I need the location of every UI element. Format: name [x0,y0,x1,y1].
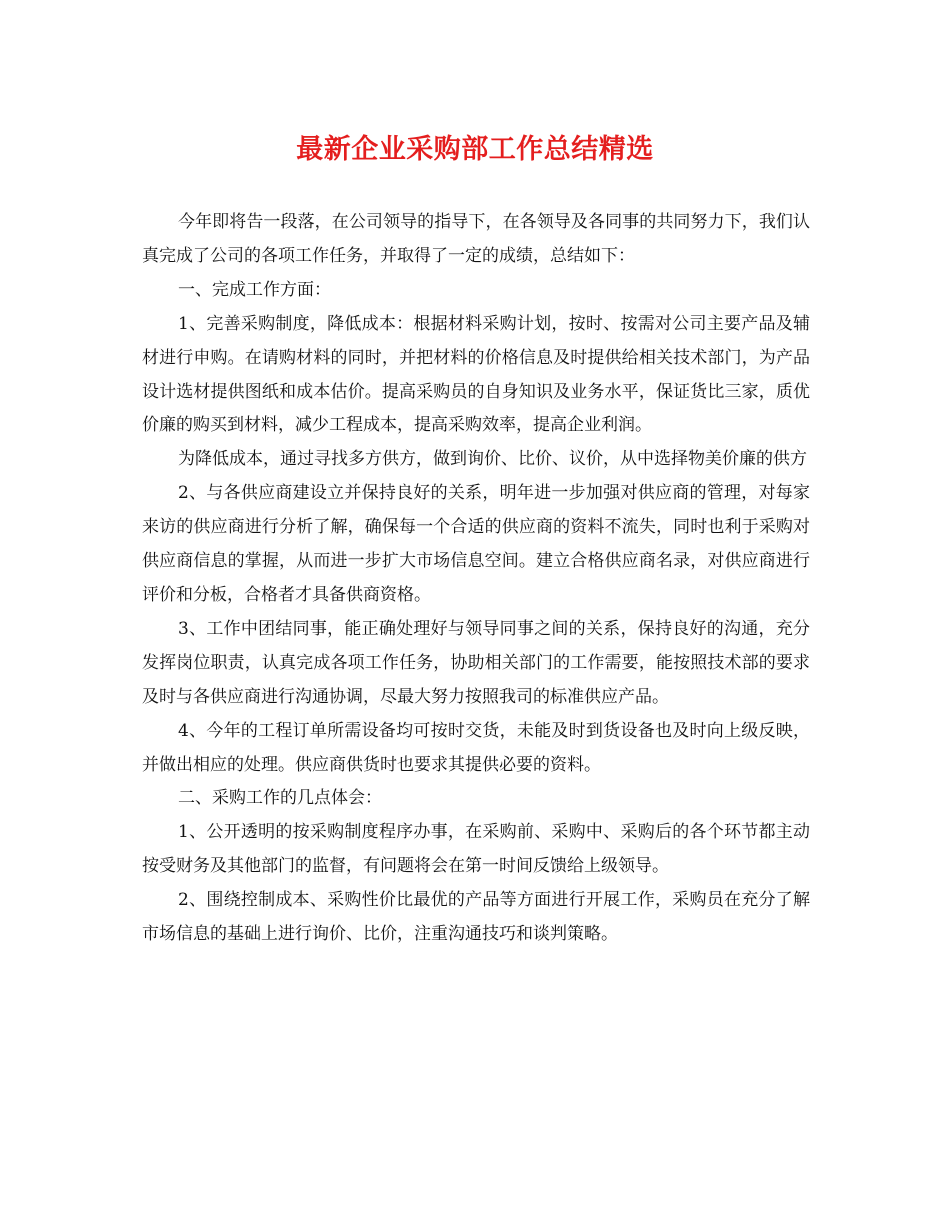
section-heading-work-completed: 一、完成工作方面： [178,279,331,300]
paragraph-item-2: 2、与各供应商建设立并保持良好的关系，明年进一步加强对供应商的管理，对每家来访的供应商进行分析了解，确保每一个合适的供应商的资料不流失，同时也利于采购对供应商信息的掌握，从而进一步扩大市场信息空间。建立合格供应商名录，对供应商进行评价和分板，合格者才具备供商资格。 [142,483,810,605]
section-heading-experience: 二、采购工作的几点体会： [178,788,382,809]
paragraph-item-1: 1、完善采购制度，降低成本：根据材料采购计划，按时、按需对公司主要产品及辅材进行申购。在请购材料的同时，并把材料的价格信息及时提供给相关技术部门，为产品设计选材提供图纸和成本估价。提高采购员的自身知识及业务水平，保证货比三家，质优价廉的购买到材料，减少工程成本，提高采购效率，提高企业利润。 [142,313,810,436]
paragraph-experience-1: 1、公开透明的按采购制度程序办事，在采购前、采购中、采购后的各个环节都主动按受财务及其他部门的监督，有问题将会在第一时间反馈给上级领导。 [142,822,810,877]
paragraph-experience-2: 2、围绕控制成本、采购性价比最优的产品等方面进行开展工作，采购员在充分了解市场信息的基础上进行询价、比价，注重沟通技巧和谈判策略。 [142,890,810,945]
document-title: 最新企业采购部工作总结精选 [296,134,654,165]
document-body [142,206,810,952]
paragraph-cost-reduction: 为降低成本，通过寻找多方供方，做到询价、比价、议价，从中选择物美价廉的供方 [178,449,807,470]
paragraph-item-4: 4、今年的工程订单所需设备均可按时交货，未能及时到货设备也及时向上级反映，并做出相应的处理。供应商供货时也要求其提供必要的资料。 [142,720,810,775]
paragraph-item-3: 3、工作中团结同事，能正确处理好与领导同事之间的关系，保持良好的沟通，充分发挥岗位职责，认真完成各项工作任务，协助相关部门的工作需要，能按照技术部的要求及时与各供应商进行沟通协调，尽最大努力按照我司的标准供应产品。 [142,618,810,707]
paragraph-intro: 今年即将告一段落，在公司领导的指导下，在各领导及各同事的共同努力下，我们认真完成了公司的各项工作任务，并取得了一定的成绩，总结如下： [142,212,810,266]
